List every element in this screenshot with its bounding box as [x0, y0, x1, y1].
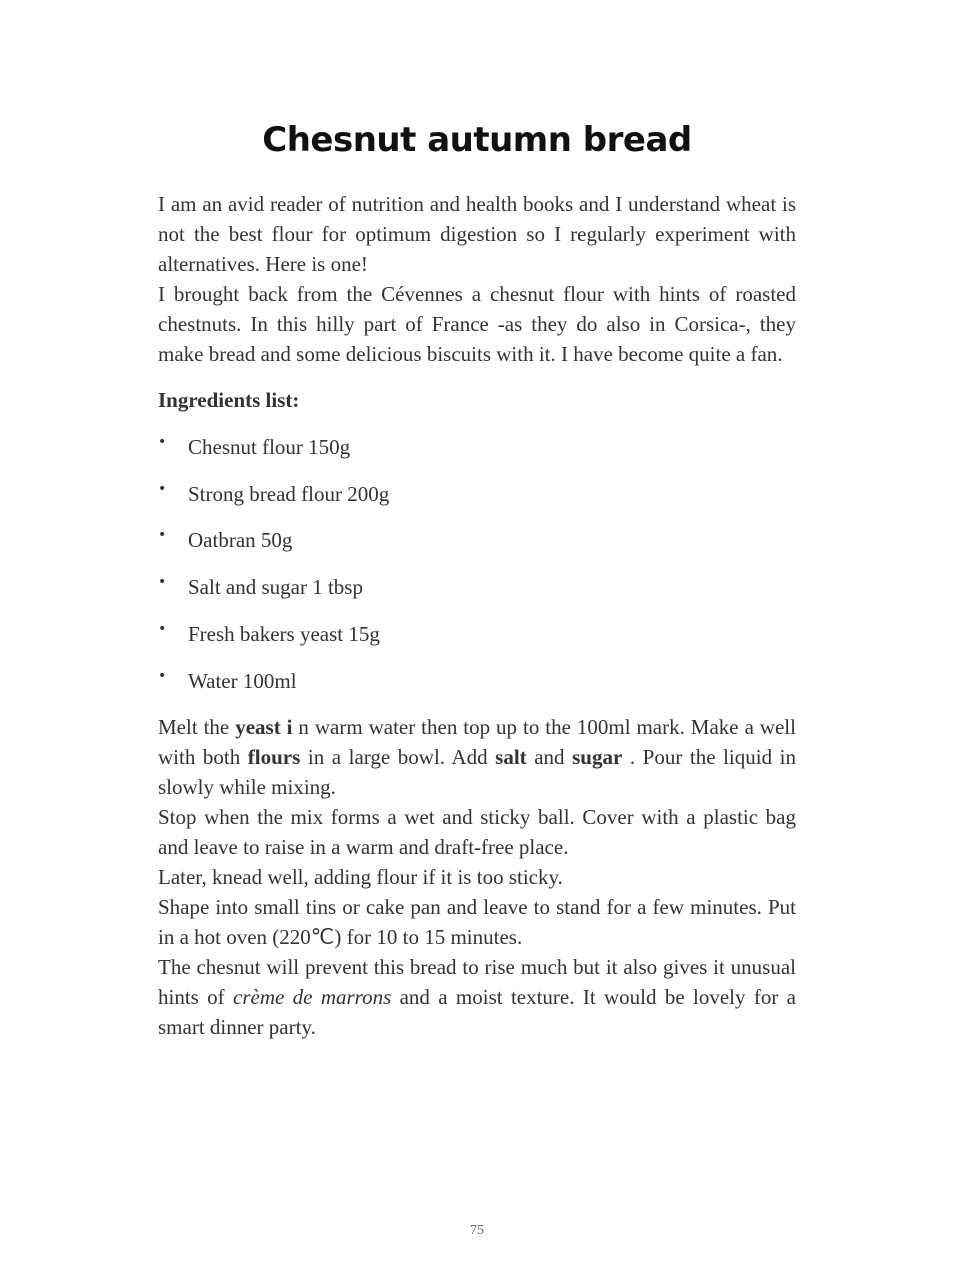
- ingredient-text: Water 100ml: [188, 668, 297, 693]
- method-text: and: [526, 744, 573, 769]
- method-text: n warm water then top up to the 100ml mark. Make a well with both: [158, 714, 796, 769]
- ingredients-list: [158, 432, 796, 696]
- ingredient-text: Fresh bakers yeast 15g: [188, 621, 380, 646]
- ingredient-text: Chesnut flour 150g: [188, 434, 351, 459]
- ingredient-text: Oatbran 50g: [188, 528, 293, 553]
- bullet-icon: •: [158, 527, 167, 544]
- method-section: [158, 712, 796, 1042]
- method-text: . Pour the liquid in slowly while mixing.: [158, 744, 796, 799]
- bullet-icon: •: [158, 433, 167, 450]
- intro-paragraph: I am an avid reader of nutrition and health books and I understand wheat is not the best flour for optimum digestion so I regularly experiment with alternatives. Here is one!: [158, 192, 796, 276]
- ingredient-item: [158, 479, 796, 509]
- method-italic-text: crème de marrons: [233, 984, 392, 1009]
- method-text: in a large bowl. Add: [300, 744, 496, 769]
- bullet-icon: •: [158, 667, 167, 684]
- ingredient-item: [158, 432, 796, 462]
- ingredient-item: [158, 666, 796, 696]
- page-number: 75: [470, 1223, 484, 1238]
- ingredient-text: Salt and sugar 1 tbsp: [188, 575, 363, 600]
- method-text: Melt the: [158, 714, 236, 739]
- method-bold-text: yeast i: [235, 714, 293, 739]
- method-paragraph: [158, 952, 796, 1042]
- method-text: The chesnut will prevent this bread to rise much but it also gives it unusual hints of: [158, 954, 796, 1009]
- bullet-icon: •: [158, 480, 167, 497]
- method-paragraph: Shape into small tins or cake pan and leave to stand for a few minutes. Put in a hot oven (220℃) for 10 to 15 minutes.: [158, 894, 796, 949]
- recipe-body: [158, 189, 796, 1042]
- bullet-icon: •: [158, 574, 167, 591]
- ingredient-text: Strong bread flour 200g: [188, 481, 390, 506]
- ingredient-item: [158, 525, 796, 555]
- method-paragraph: [158, 712, 796, 802]
- ingredients-heading: Ingredients list:: [158, 388, 300, 412]
- recipe-title: Chesnut autumn bread: [262, 120, 692, 160]
- intro-paragraph: I brought back from the Cévennes a chesnut flour with hints of roasted chestnuts. In this hilly part of France -as they do also in Corsica-, they make bread and some delicious biscuits with it. I have become quite a fan.: [158, 282, 796, 366]
- method-bold-text: flours: [247, 744, 301, 769]
- method-bold-text: salt: [495, 744, 527, 769]
- method-paragraph: Later, knead well, adding flour if it is too sticky.: [158, 864, 563, 889]
- ingredient-item: [158, 572, 796, 602]
- bullet-icon: •: [158, 620, 167, 637]
- method-bold-text: sugar: [572, 744, 623, 769]
- ingredient-item: [158, 619, 796, 649]
- method-text: and a moist texture. It would be lovely for a smart dinner party.: [158, 984, 796, 1039]
- method-paragraph: Stop when the mix forms a wet and sticky ball. Cover with a plastic bag and leave to raise in a warm and draft-free place.: [158, 804, 796, 859]
